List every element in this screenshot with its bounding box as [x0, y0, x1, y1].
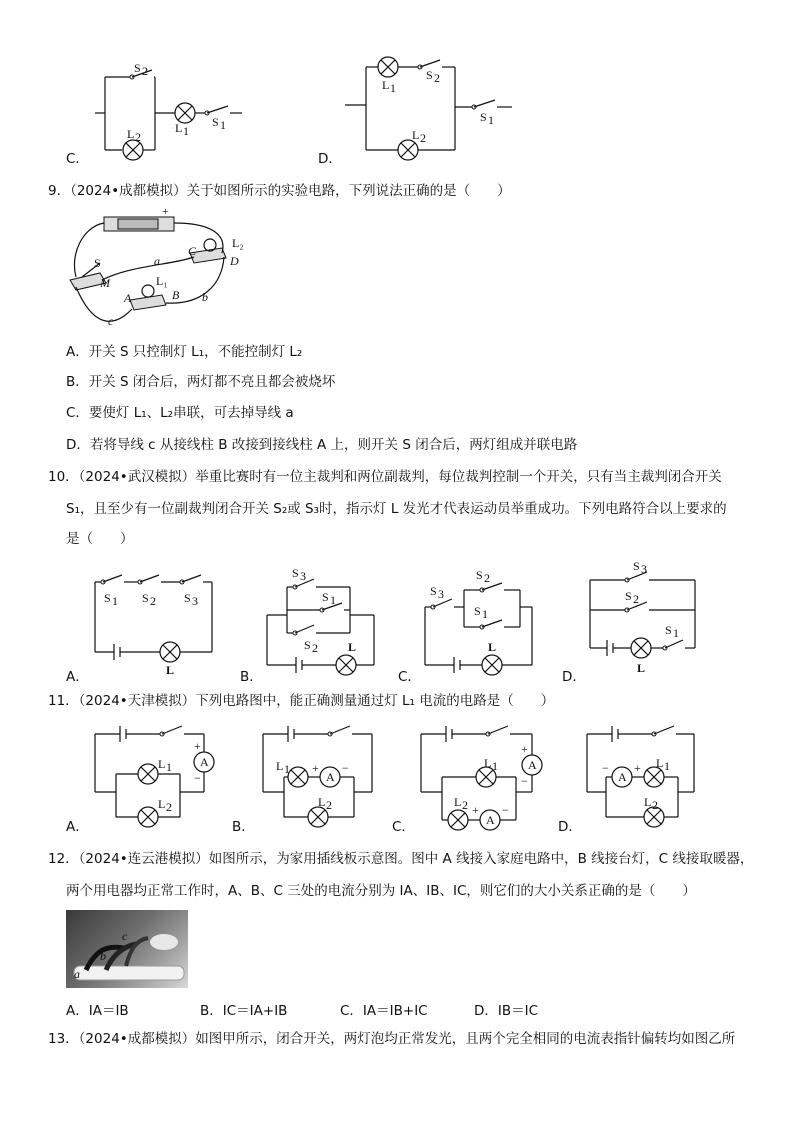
q9-stem: 9．（2024•成都模拟）关于如图所示的实验电路，下列说法正确的是（ ）: [48, 183, 511, 199]
svg-text:C: C: [188, 244, 197, 258]
q11-option-d[interactable]: D．: [558, 819, 582, 835]
q11-figure-b: [258, 722, 388, 822]
svg-text:1: 1: [112, 594, 118, 608]
power-strip-photo: [66, 910, 188, 988]
svg-text:2: 2: [166, 800, 172, 814]
svg-text:L: L: [127, 127, 135, 141]
svg-text:L: L: [637, 661, 646, 675]
svg-text:1: 1: [183, 124, 189, 138]
svg-text:c: c: [108, 314, 114, 328]
q9-figure: [62, 205, 262, 330]
svg-text:2: 2: [420, 131, 426, 145]
svg-text:1: 1: [330, 593, 336, 607]
q12-stem-line2: 两个用电器均正常工作时，A、B、C 三处的电流分别为 IA、IB、IC，则它们的大小关系正确的是（ ）: [66, 883, 696, 899]
svg-text:2: 2: [135, 130, 141, 144]
svg-text:−: −: [502, 803, 509, 817]
q13-stem: 13．（2024•成都模拟）如图甲所示，闭合开关，两灯泡均正常发光，且两个完全相同的电流表指针偏转均如图乙所: [48, 1031, 736, 1047]
svg-text:S: S: [292, 566, 299, 580]
svg-text:2: 2: [462, 798, 468, 812]
svg-text:1: 1: [220, 118, 226, 132]
q10-option-d[interactable]: D．: [562, 669, 586, 685]
q11-stem: 11．（2024•天津模拟）下列电路图中，能正确测量通过灯 L₁ 电流的电路是（ ）: [48, 693, 555, 709]
q10-stem-line2: S₁，且至少有一位副裁判闭合开关 S₂或 S₃时，指示灯 L 发光才代表运动员举重成功。下列电路符合以上要求的: [66, 501, 727, 517]
svg-text:2: 2: [326, 798, 332, 812]
q11-figure-d: [582, 722, 712, 822]
svg-text:S: S: [625, 589, 632, 603]
svg-text:−: −: [521, 774, 528, 788]
svg-text:1: 1: [482, 607, 488, 621]
svg-text:2: 2: [142, 64, 148, 78]
q9-option-d[interactable]: D．若将导线 c 从接线柱 B 改接到接线柱 A 上，则开关 S 闭合后，两灯组成并联电路: [66, 437, 578, 453]
q9-option-b[interactable]: B．开关 S 闭合后，两灯都不亮且都会被烧坏: [66, 374, 336, 390]
svg-text:L: L: [656, 756, 664, 770]
svg-text:L₁: L₁: [156, 274, 168, 288]
svg-text:A: A: [618, 770, 627, 784]
svg-text:L: L: [166, 663, 175, 677]
q8-figure-c: [90, 60, 290, 160]
q10-figure-c: [420, 565, 550, 675]
q11-figure-a: [90, 722, 230, 822]
svg-text:b: b: [202, 290, 208, 304]
svg-text:S: S: [665, 623, 672, 637]
svg-text:1: 1: [492, 759, 498, 773]
svg-text:2: 2: [633, 592, 639, 606]
svg-text:S: S: [430, 584, 437, 598]
svg-text:L: L: [488, 640, 497, 654]
svg-text:S: S: [212, 115, 219, 129]
svg-text:+: +: [472, 803, 479, 817]
svg-text:S: S: [104, 591, 111, 605]
svg-text:A: A: [124, 291, 132, 305]
svg-text:+: +: [162, 204, 169, 218]
q11-option-b[interactable]: B．: [232, 819, 255, 835]
q10-option-a[interactable]: A．: [66, 669, 89, 685]
q8-option-d[interactable]: D．: [318, 151, 342, 167]
q10-figure-a: [90, 570, 230, 677]
q8-figure-d: [340, 55, 540, 155]
svg-text:L: L: [276, 759, 284, 773]
svg-text:S: S: [476, 568, 483, 582]
svg-text:S: S: [142, 591, 149, 605]
q11-figure-c: [416, 722, 556, 827]
svg-text:S: S: [633, 559, 640, 573]
svg-text:1: 1: [390, 81, 396, 95]
svg-text:L: L: [412, 128, 420, 142]
svg-text:M: M: [100, 276, 110, 290]
svg-text:3: 3: [300, 569, 306, 583]
q9-option-c[interactable]: C．要使灯 L₁、L₂串联，可去掉导线 a: [66, 405, 294, 421]
svg-text:2: 2: [652, 798, 658, 812]
svg-text:+: +: [521, 742, 528, 756]
q12-option-b[interactable]: B．IC＝IA+IB: [200, 1003, 288, 1019]
svg-text:L: L: [484, 756, 492, 770]
svg-text:1: 1: [673, 626, 679, 640]
svg-text:2: 2: [434, 71, 440, 85]
svg-text:S: S: [474, 604, 481, 618]
svg-text:L: L: [158, 757, 166, 771]
q10-stem-line1: 10．（2024•武汉模拟）举重比赛时有一位主裁判和两位副裁判，每位裁判控制一个开关，只有当主裁判闭合开关: [48, 469, 722, 485]
q12-option-d[interactable]: D．IB＝IC: [474, 1003, 539, 1019]
svg-text:A: A: [528, 758, 537, 772]
svg-text:1: 1: [664, 759, 670, 773]
svg-text:3: 3: [438, 587, 444, 601]
svg-text:1: 1: [166, 760, 172, 774]
svg-text:−: −: [342, 761, 349, 775]
q12-option-c[interactable]: C．IA＝IB+IC: [340, 1003, 428, 1019]
q10-figure-b: [262, 565, 392, 675]
svg-text:A: A: [200, 755, 209, 769]
q11-option-a[interactable]: A．: [66, 819, 89, 835]
svg-text:2: 2: [150, 594, 156, 608]
svg-text:+: +: [312, 761, 319, 775]
svg-text:D: D: [230, 254, 239, 268]
svg-text:−: −: [194, 771, 201, 785]
svg-text:L: L: [644, 795, 652, 809]
q10-stem-line3: 是（ ）: [66, 531, 134, 547]
svg-text:S: S: [322, 590, 329, 604]
svg-text:L: L: [158, 797, 166, 811]
svg-text:1: 1: [488, 113, 494, 127]
svg-text:S: S: [426, 68, 433, 82]
svg-text:a: a: [74, 967, 80, 981]
q12-option-a[interactable]: A．IA＝IB: [66, 1003, 129, 1019]
q12-stem-line1: 12．（2024•连云港模拟）如图所示，为家用插线板示意图。图中 A 线接入家庭电路中，B 线接台灯，C 线接取暖器，: [48, 851, 754, 867]
svg-text:A: A: [486, 813, 495, 827]
q8-option-c[interactable]: C．: [66, 151, 89, 167]
svg-text:−: −: [602, 761, 609, 775]
svg-text:L₂: L₂: [232, 236, 244, 250]
svg-text:S: S: [184, 591, 191, 605]
svg-text:+: +: [194, 739, 201, 753]
q11-option-c[interactable]: C．: [392, 819, 415, 835]
svg-text:a: a: [154, 254, 160, 268]
q10-option-c[interactable]: C．: [398, 669, 421, 685]
svg-text:S: S: [94, 256, 101, 270]
svg-text:L: L: [318, 795, 326, 809]
svg-text:2: 2: [312, 641, 318, 655]
q10-option-b[interactable]: B．: [240, 669, 263, 685]
q9-option-a[interactable]: A．开关 S 只控制灯 L₁，不能控制灯 L₂: [66, 344, 303, 360]
svg-text:+: +: [634, 761, 641, 775]
svg-text:S: S: [480, 110, 487, 124]
svg-text:L: L: [454, 795, 462, 809]
svg-text:A: A: [326, 770, 335, 784]
svg-text:c: c: [122, 929, 128, 943]
svg-text:B: B: [172, 288, 180, 302]
svg-text:3: 3: [192, 594, 198, 608]
svg-text:2: 2: [484, 571, 490, 585]
svg-text:1: 1: [284, 762, 290, 776]
q10-figure-d: [585, 559, 715, 675]
svg-text:L: L: [348, 640, 357, 654]
svg-text:L: L: [382, 78, 390, 92]
svg-text:3: 3: [641, 562, 647, 576]
svg-text:S: S: [304, 638, 311, 652]
q8c-s2-label: S: [134, 61, 141, 75]
svg-text:L: L: [175, 121, 183, 135]
svg-text:b: b: [100, 949, 106, 963]
